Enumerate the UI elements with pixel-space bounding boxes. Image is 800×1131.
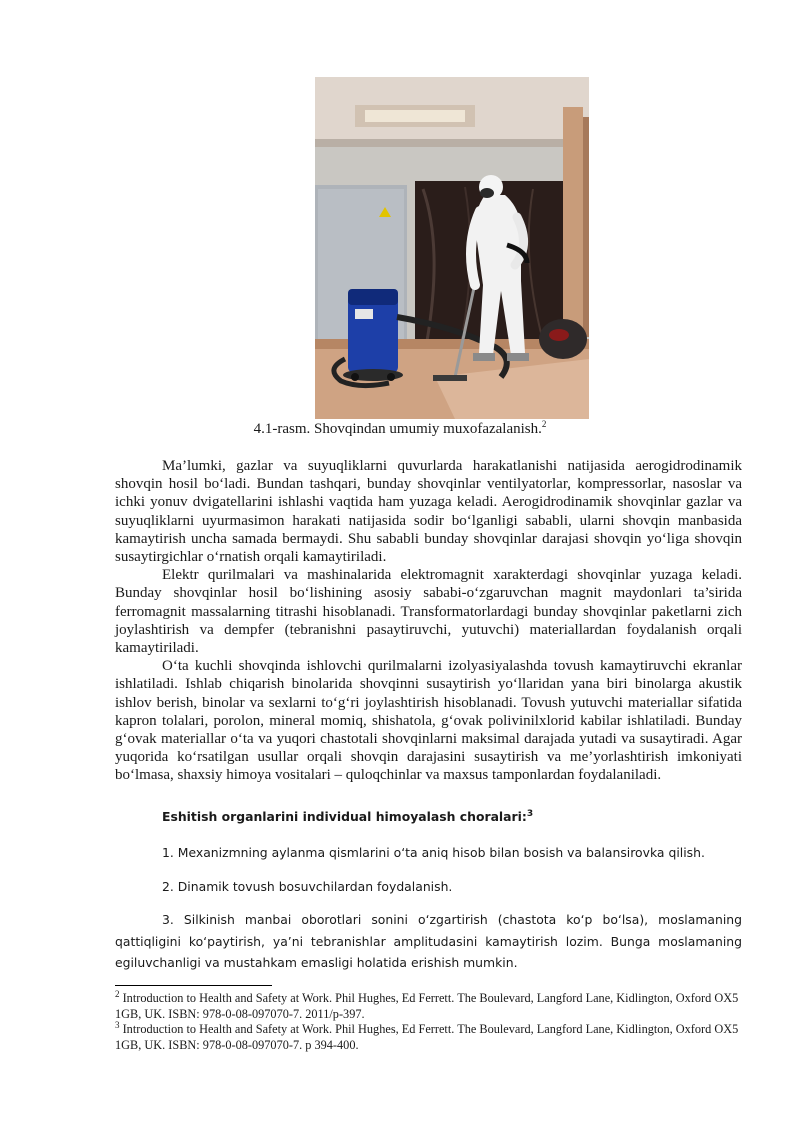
footnote-number: 3 <box>115 1019 120 1030</box>
footnote-separator <box>115 985 272 986</box>
list-item: 1. Mexanizmning aylanma qismlarini o‘ta aniq hisob bilan bosish va balansirovka qilish. <box>162 845 705 860</box>
caption-footnote-ref: 2 <box>541 419 547 429</box>
footnote-number: 2 <box>115 988 120 999</box>
heading-footnote-ref: 3 <box>526 808 534 819</box>
figure-photo <box>315 77 589 419</box>
list-item: 3. Silkinish manbai oborotlari sonini o‘zgartirish (chastota ko‘p bo‘lsa), moslamaning qattiqligini ko‘paytirish, ya’ni tebranishlar amplitudasini kamaytirish lozim. Bunga moslamaning egiluvchanligi va mustahkam emasligi holatida erishish mumkin. <box>115 912 742 970</box>
paragraph: Elektr qurilmalari va mashinalarida elektromagnit xarakterdagi shovqinlar yuzaga keladi. Bunday shovqinlar hosil bo‘lishining asosiy sababi-o‘zgaruvchan magnit maydonlari ta’sirida ferromagnit massalarning titrashi hisoblanadi. Transformatorlardagi bunday shovqinlar paketlarni zich joylashtirish va dempfer (tebranishni pasaytiruvchi, yutuvchi) materiallardan foydalanish orqali kamaytiriladi. <box>115 567 742 657</box>
section-heading <box>162 808 533 826</box>
footnote <box>115 1019 742 1053</box>
body-text <box>115 457 742 785</box>
footnote-text: Introduction to Health and Safety at Work. Phil Hughes, Ed Ferrett. The Boulevard, Langford Lane, Kidlington, Oxford OX5 1GB, UK. ISBN: 978-0-08-097070-7. p 394-400. <box>115 1022 739 1052</box>
paragraph: O‘ta kuchli shovqinda ishlovchi qurilmalarni izolyasiyalashda tovush kamaytiruvchi ekranlar ishlatiladi. Ishlab chiqarish binolarida shovqinni susaytirish yo‘llaridan yana biri binolarga akustik ishlov berish, binolar va sexlarni to‘g‘ri joylashtirish hisoblanadi. Tovush yutuvchi materiallar sifatida kapron tolalari, porolon, mineral momiq, shishatola, g‘ovak polivinilxlorid kabilar ishlatiladi. Bunday g‘ovak materiallar o‘ta va yuqori chastotali shovqinlarni maksimal darajada yutadi va susaytiradi. Agar yuqorida ko‘rsatilgan usullar orqali shovqin darajasini susaytirish va me’yorlashtirish imkoniyati bo‘lmasa, shaxsiy himoya vositalari – quloqchinlar va maxsus tamponlardan foydalaniladi. <box>115 658 742 784</box>
list-item: 2. Dinamik tovush bosuvchilardan foydalanish. <box>162 879 453 894</box>
caption-text: 4.1-rasm. Shovqindan umumiy muxofazalanish. <box>253 421 542 437</box>
footnote <box>115 988 742 1022</box>
worker-vacuum-illustration <box>315 77 589 419</box>
heading-text: Eshitish organlarini individual himoyalash choralari: <box>162 809 527 824</box>
footnote-text: Introduction to Health and Safety at Work. Phil Hughes, Ed Ferrett. The Boulevard, Langford Lane, Kidlington, Oxford OX5 1GB, UK. ISBN: 978-0-08-097070-7. 2011/p-397. <box>115 991 739 1021</box>
paragraph: Ma’lumki, gazlar va suyuqliklarni quvurlarda harakatlanishi natijasida aerogidrodinamik shovqin hosil bo‘ladi. Bundan tashqari, bunday shovqinlar ventilyatorlar, kompressorlar, nasoslar va ichki yonuv dvigatellarini ishlashi vaqtida ham yuzaga keladi. Aerogidrodinamik shovqinlar gazlar va suyuqliklarni uyurmasimon harakati natijasida sodir bo‘lganligi sababli, ularni shovqin manbasida kamaytirish uncha samada bermaydi. Shu sababli bunday shovqinlar darajasi shovqin yo‘liga shovqin susaytirgichlar o‘rnatish orqali kamaytiriladi. <box>115 458 742 566</box>
figure-caption <box>0 419 800 439</box>
